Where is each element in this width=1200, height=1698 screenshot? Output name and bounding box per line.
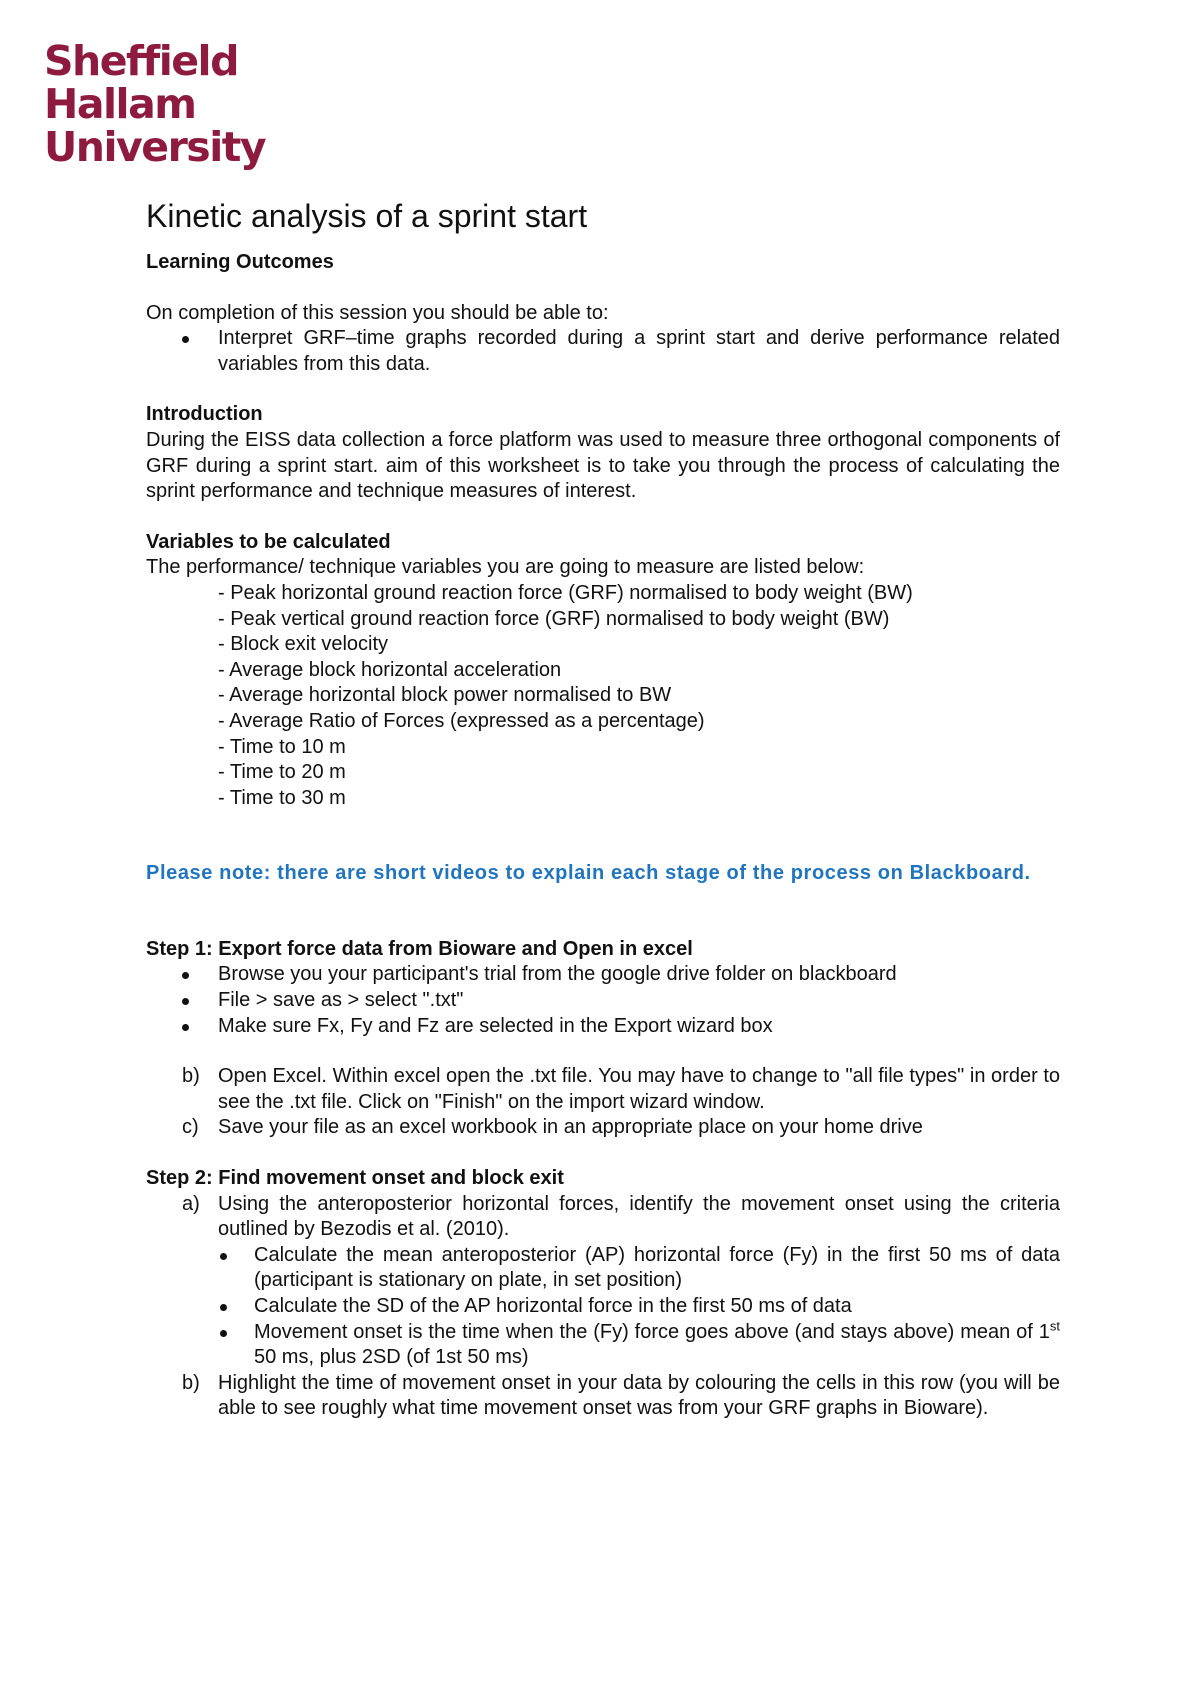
university-logo — [44, 37, 266, 171]
item-label: b) — [182, 1065, 200, 1088]
variable-item: - Block exit velocity — [218, 633, 389, 656]
item-label: b) — [182, 1371, 200, 1394]
introduction-heading: Introduction — [146, 403, 263, 426]
variable-item: - Average block horizontal acceleration — [218, 658, 562, 681]
step1-bullet: File > save as > select ".txt" — [146, 988, 1060, 1014]
page-title: Kinetic analysis of a sprint start — [146, 198, 588, 234]
blackboard-note: Please note: there are short videos to explain each stage of the process on Blackboard. — [146, 862, 1031, 885]
document-body — [146, 196, 1060, 1422]
variables-intro: The performance/ technique variables you are going to measure are listed below: — [146, 556, 865, 579]
step1-bullet: Browse you your participant's trial from the google drive folder on blackboard — [146, 962, 1060, 988]
bullet-text-post: 50 ms, plus 2SD (of 1st 50 ms) — [254, 1346, 529, 1369]
introduction-text: During the EISS data collection a force platform was used to measure three orthogonal components of GRF during a sprint start. aim of this worksheet is to take you through the process of calculating the sprint performance and technique measures of interest. — [146, 428, 1060, 503]
variable-item: - Time to 30 m — [218, 786, 346, 809]
item-label: a) — [182, 1192, 200, 1215]
item-text: Highlight the time of movement onset in your data by colouring the cells in this row (you will be able to see roughly what time movement onset was from your GRF graphs in Bioware). — [218, 1371, 1060, 1420]
item-label: c) — [182, 1116, 199, 1139]
variables-list — [146, 581, 1060, 811]
learning-outcome-bullet: Interpret GRF–time graphs recorded during a sprint start and derive performance related variables from this data. — [146, 326, 1060, 377]
variable-item: - Time to 20 m — [218, 761, 346, 784]
logo-line-1: Sheffield — [44, 37, 238, 85]
superscript-st: st — [1049, 1317, 1060, 1333]
item-text: Save your file as an excel workbook in an appropriate place on your home drive — [218, 1116, 923, 1139]
logo-line-3: University — [44, 123, 266, 171]
logo-line-2: Hallam — [44, 80, 196, 128]
step2-item-b — [146, 1371, 1060, 1422]
variable-item: - Time to 10 m — [218, 735, 346, 758]
item-text: Open Excel. Within excel open the .txt file. You may have to change to "all file types" in order to see the .txt file. Click on "Finish" on the import wizard window. — [218, 1065, 1060, 1113]
variables-heading: Variables to be calculated — [146, 530, 391, 553]
step2-item-a — [146, 1192, 1060, 1243]
step1-item-c — [146, 1115, 1060, 1141]
item-text: Using the anteroposterior horizontal forces, identify the movement onset using the criteria outlined by Bezodis et al. (2010). — [218, 1192, 1060, 1241]
learning-outcomes-intro: On completion of this session you should be able to: — [146, 301, 609, 324]
step1-bullet: Make sure Fx, Fy and Fz are selected in the Export wizard box — [146, 1014, 1060, 1040]
step1-item-b — [146, 1064, 1060, 1115]
bullet-text-pre: Movement onset is the time when the (Fy) force goes above (and stays above) mean of 1 — [254, 1320, 1050, 1343]
step1-heading: Step 1: Export force data from Bioware and Open in excel — [146, 937, 693, 960]
variable-item: - Peak horizontal ground reaction force (GRF) normalised to body weight (BW) — [218, 581, 913, 604]
step2-bullet — [146, 1317, 1060, 1371]
variable-item: - Peak vertical ground reaction force (GRF) normalised to body weight (BW) — [218, 607, 890, 630]
learning-outcomes-heading: Learning Outcomes — [146, 251, 334, 273]
step2-bullet: Calculate the mean anteroposterior (AP) horizontal force (Fy) in the first 50 ms of data (participant is stationary on plate, in set position) — [146, 1243, 1060, 1294]
variable-item: - Average horizontal block power normalised to BW — [218, 684, 672, 707]
step2-bullet: Calculate the SD of the AP horizontal force in the first 50 ms of data — [146, 1294, 1060, 1320]
variable-item: - Average Ratio of Forces (expressed as a percentage) — [218, 709, 705, 732]
step2-heading: Step 2: Find movement onset and block exit — [146, 1167, 564, 1190]
